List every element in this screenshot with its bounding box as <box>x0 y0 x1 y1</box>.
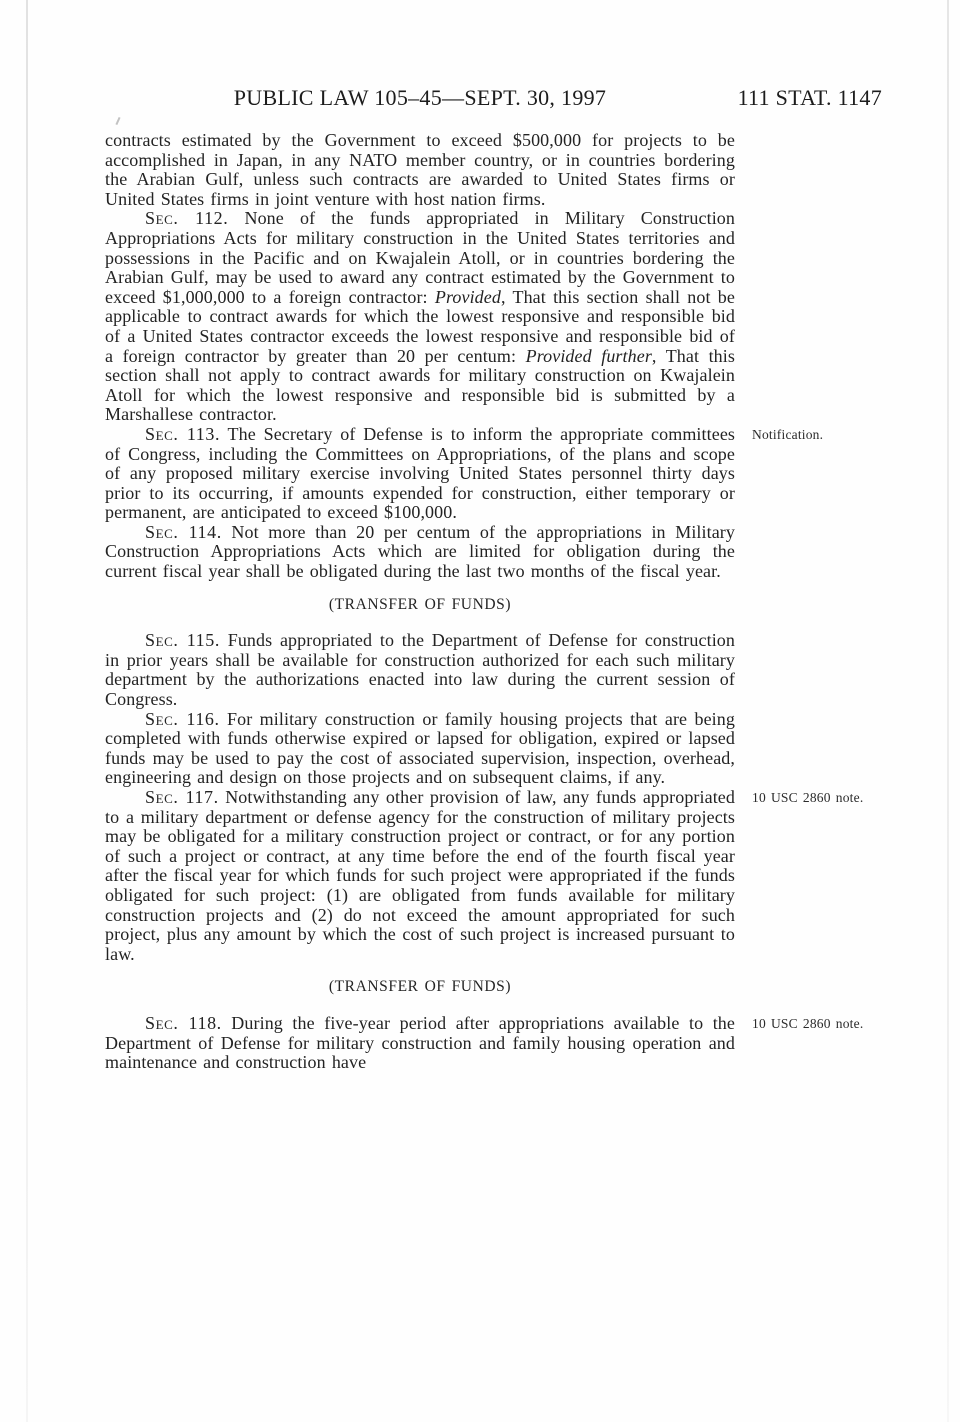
section-label-sec-115: Sec. 115. <box>145 630 220 651</box>
stat-page-number: 111 STAT. 1147 <box>737 85 882 110</box>
text-segment: Funds appropriated to the Department of Defense for construction in prior years shall be available for construction authorized for each such military department by the authorizations enacted into law during the current session of Congress. <box>105 630 735 710</box>
law-title: PUBLIC LAW 105–45—SEPT. 30, 1997 <box>233 85 607 110</box>
paragraph-sec-117 <box>105 787 864 964</box>
paragraph-text-sec-113 <box>105 425 735 523</box>
text-segment: None of the funds appropriated in Military Construction Appropriations Acts for military construction in the United States territories and possessions in the Pacific and on Kwajalein Atoll, or in countries bordering the Arabian Gulf, may be used to award any contract estimated by the Government to exceed $1,000,000 to a foreign contractor: <box>105 208 735 307</box>
paragraph-text-sec-115 <box>105 631 735 709</box>
paragraph-sec-113 <box>105 423 824 523</box>
paragraph-sec-115 <box>105 631 735 709</box>
heading-transfer-of-funds-1: (TRANSFER OF FUNDS) <box>328 595 512 613</box>
margin-note-sec-118: 10 USC 2860 note. <box>752 1015 864 1031</box>
text-segment: Provided <box>434 286 501 307</box>
text-segment: Not more than 20 per centum of the appropriations in Military Construction Appropriations Acts which are limited for obligation during the current fiscal year shall be obligated during the last two months of the fiscal year. <box>105 521 736 582</box>
section-label-sec-117: Sec. 117. <box>145 787 219 807</box>
section-label-sec-113: Sec. 113. <box>145 423 221 444</box>
margin-note-sec-117: 10 USC 2860 note. <box>752 790 864 805</box>
section-label-sec-112: Sec. 112. <box>145 208 229 229</box>
text-segment: , That this section shall not apply to contract awards for military construction on Kwajalein Atoll for which the lowest responsive and responsible bid is submitted by a Marshallese contractor. <box>105 345 735 425</box>
text-segment: The Secretary of Defense is to inform the appropriate committees of Congress, including the Committees on Appropriations, of the plans and scope of any proposed military exercise involving United States personnel thirty days prior to its occurring, if amounts expended for construction, either temporary or permanent, are anticipated to exceed $100,000. <box>105 423 736 523</box>
text-segment: During the five-year period after appropriations available to the Department of Defense for military construction and family housing operation and maintenance and construction have <box>105 1012 735 1073</box>
section-label-sec-118: Sec. 118. <box>145 1012 222 1033</box>
paragraph-text-intro-continuation <box>105 131 735 209</box>
running-header <box>105 85 882 113</box>
text-segment: Provided further <box>525 345 652 366</box>
page-edge-left <box>26 0 28 1422</box>
statute-body <box>105 130 864 1073</box>
page-edge-right <box>947 0 949 1422</box>
heading-transfer-of-funds-2: (TRANSFER OF FUNDS) <box>328 978 512 996</box>
paragraph-text-sec-112 <box>105 209 735 425</box>
section-label-sec-116: Sec. 116. <box>145 708 220 729</box>
text-segment: contracts estimated by the Government to exceed $500,000 for projects to be accomplished in Japan, in any NATO member country, or in countries bordering the Arabian Gulf, unless such contracts are awarded to United States firms or United States firms in joint venture with host nation firms. <box>105 130 735 209</box>
paragraph-sec-116 <box>105 710 735 788</box>
paragraph-sec-114 <box>105 523 735 582</box>
paragraph-intro-continuation <box>105 131 735 209</box>
paragraph-text-sec-116 <box>105 710 735 788</box>
paragraph-text-sec-114 <box>105 523 735 582</box>
section-label-sec-114: Sec. 114. <box>145 521 222 542</box>
paragraph-text-sec-117 <box>105 788 735 964</box>
paragraph-text-sec-118 <box>105 1014 735 1073</box>
paragraph-sec-112 <box>105 209 735 425</box>
text-segment: Notwithstanding any other provision of law, any funds appropriated to a military department or defense agency for the construction of military projects may be obligated for a military construction project or contract, or for any portion of such a project or contract, at any time before the end of the fourth fiscal year after the fiscal year for which funds for such project were appropriated if the funds obligated for such project: (1) are obligated from funds available for military construction projects and (2) do not exceed the amount appropriated for such project, plus any amount by which the cost of such project is increased pursuant to law. <box>105 787 735 964</box>
margin-note-sec-113: Notification. <box>752 426 824 442</box>
text-segment: For military construction or family housing projects that are being completed with funds otherwise expired or lapsed for obligation, expired or lapsed funds may be used to pay the cost of associated supervision, inspection, overhead, engineering and design on those projects and on subsequent claims, if any. <box>105 708 735 788</box>
scan-artifact-mark <box>115 117 120 125</box>
text-segment: , That this section shall not be applicable to contract awards for which the lowest responsive and responsible bid of a United States contractor exceeds the lowest responsive and responsible bid of a foreign contractor by greater than 20 per centum: <box>105 286 735 366</box>
paragraph-sec-118 <box>105 1012 864 1073</box>
